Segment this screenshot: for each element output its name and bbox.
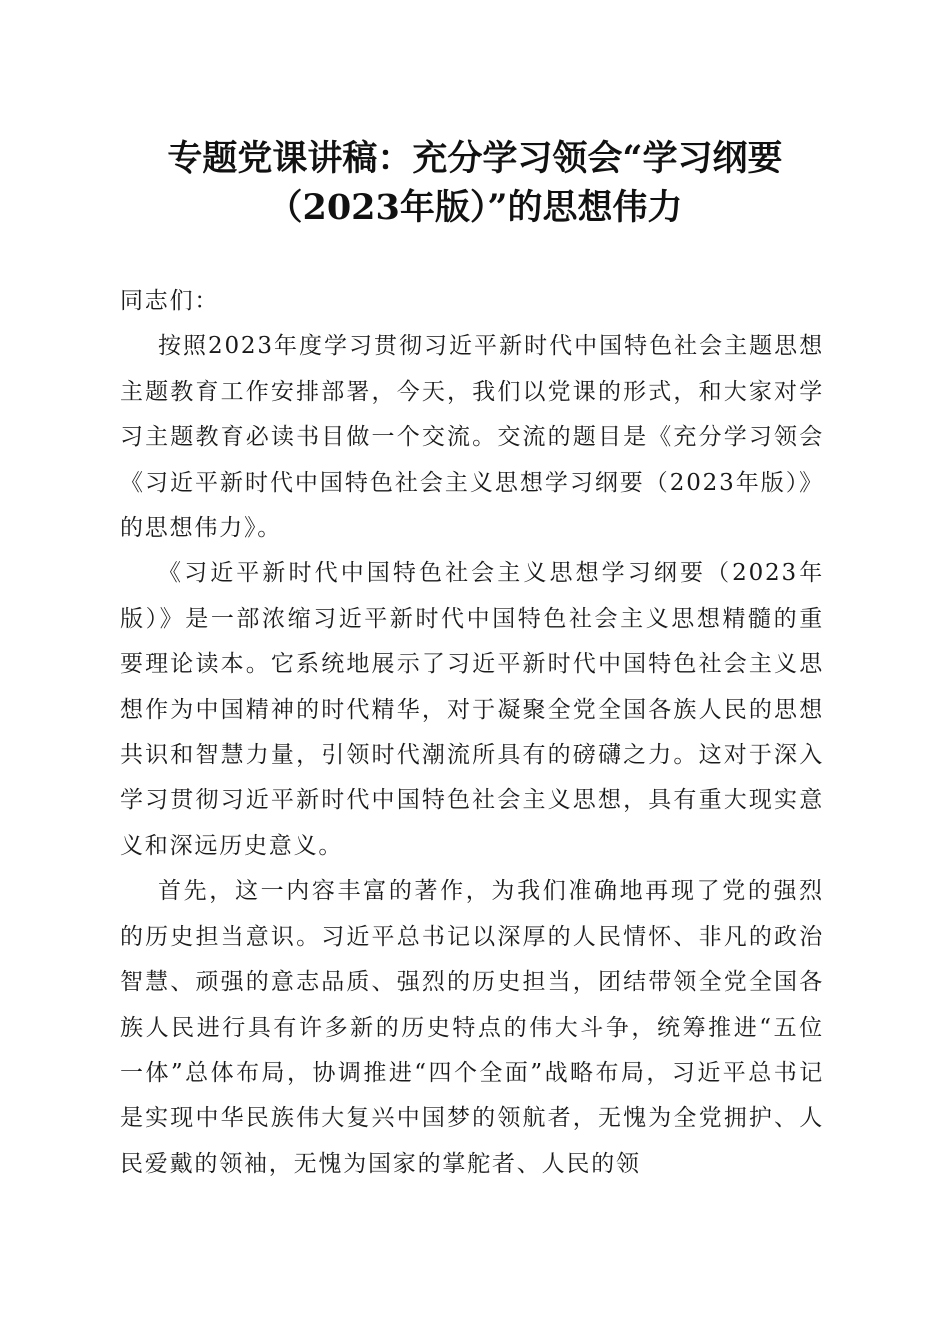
paragraph-3: 首先，这一内容丰富的著作，为我们准确地再现了党的强烈的历史担当意识。习近平总书记以深厚的人民情怀、非凡的政治智慧、顽强的意志品质、强烈的历史担当，团结带领全党全国各族人民进行具有许多新的历史特点的伟大斗争，统筹推进“五位一体”总体布局，协调推进“四个全面”战略布局，习近平总书记是实现中华民族伟大复兴中国梦的领航者，无愧为全党拥护、人民爱戴的领袖，无愧为国家的掌舵者、人民的领 bbox=[120, 878, 824, 1177]
document-title-line-1: 专题党课讲稿：充分学习领会“学习纲要 bbox=[167, 138, 783, 179]
paragraph-2: 《习近平新时代中国特色社会主义思想学习纲要（2023年版）》是一部浓缩习近平新时代中国特色社会主义思想精髓的重要理论读本。它系统地展示了习近平新时代中国特色社会主义思想作为中国精神的时代精华，对于凝聚全党全国各族人民的思想共识和智慧力量，引领时代潮流所具有的磅礴之力。这对于深入学习贯彻习近平新时代中国特色社会主义思想，具有重大现实意义和深远历史意义。 bbox=[120, 560, 824, 859]
document-title-line-2: （2023年版）”的思想伟力 bbox=[267, 187, 683, 228]
salutation: 同志们： bbox=[120, 288, 220, 314]
paragraph-1: 按照2023年度学习贯彻习近平新时代中国特色社会主题思想主题教育工作安排部署，今天，我们以党课的形式，和大家对学习主题教育必读书目做一个交流。交流的题目是《充分学习领会《习近平新时代中国特色社会主义思想学习纲要（2023年版）》的思想伟力》。 bbox=[120, 333, 824, 542]
document-body bbox=[120, 279, 824, 1187]
